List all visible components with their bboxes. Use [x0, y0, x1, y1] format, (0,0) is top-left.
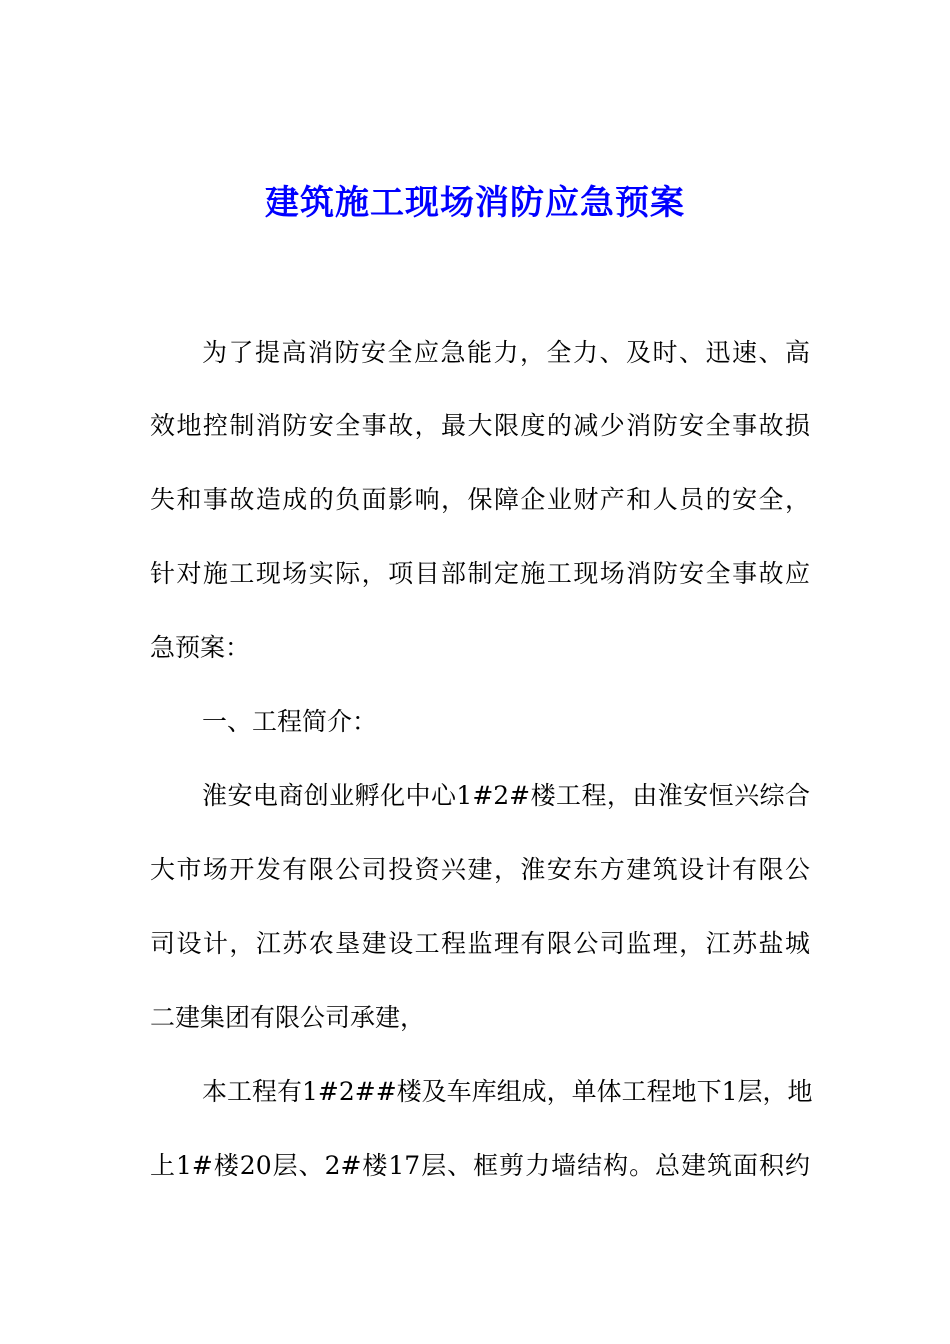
paragraph-line: 为了提高消防安全应急能力，全力、及时、迅速、高	[202, 338, 810, 367]
paragraph-line: 淮安电商创业孵化中心1#2#楼工程，由淮安恒兴综合	[202, 781, 810, 810]
paragraph-line: 急预案：	[150, 633, 251, 662]
paragraph-line: 大市场开发有限公司投资兴建，淮安东方建筑设计有限公	[150, 855, 810, 884]
paragraph-line: 司设计，江苏农垦建设工程监理有限公司监理，江苏盐城	[150, 929, 810, 958]
paragraph-line: 针对施工现场实际，项目部制定施工现场消防安全事故应	[150, 559, 810, 588]
paragraph-line: 效地控制消防安全事故，最大限度的减少消防安全事故损	[150, 411, 810, 440]
section-heading: 一、工程简介：	[202, 707, 378, 736]
paragraph-line: 二建集团有限公司承建，	[150, 1003, 426, 1032]
paragraph-line: 本工程有1#2##楼及车库组成，单体工程地下1层，地	[202, 1077, 813, 1106]
paragraph-line: 失和事故造成的负面影响，保障企业财产和人员的安全，	[150, 485, 810, 514]
paragraph-line: 上1#楼20层、2#楼17层、框剪力墙结构。总建筑面积约	[150, 1151, 810, 1180]
document-title: 建筑施工现场消防应急预案	[265, 183, 685, 223]
